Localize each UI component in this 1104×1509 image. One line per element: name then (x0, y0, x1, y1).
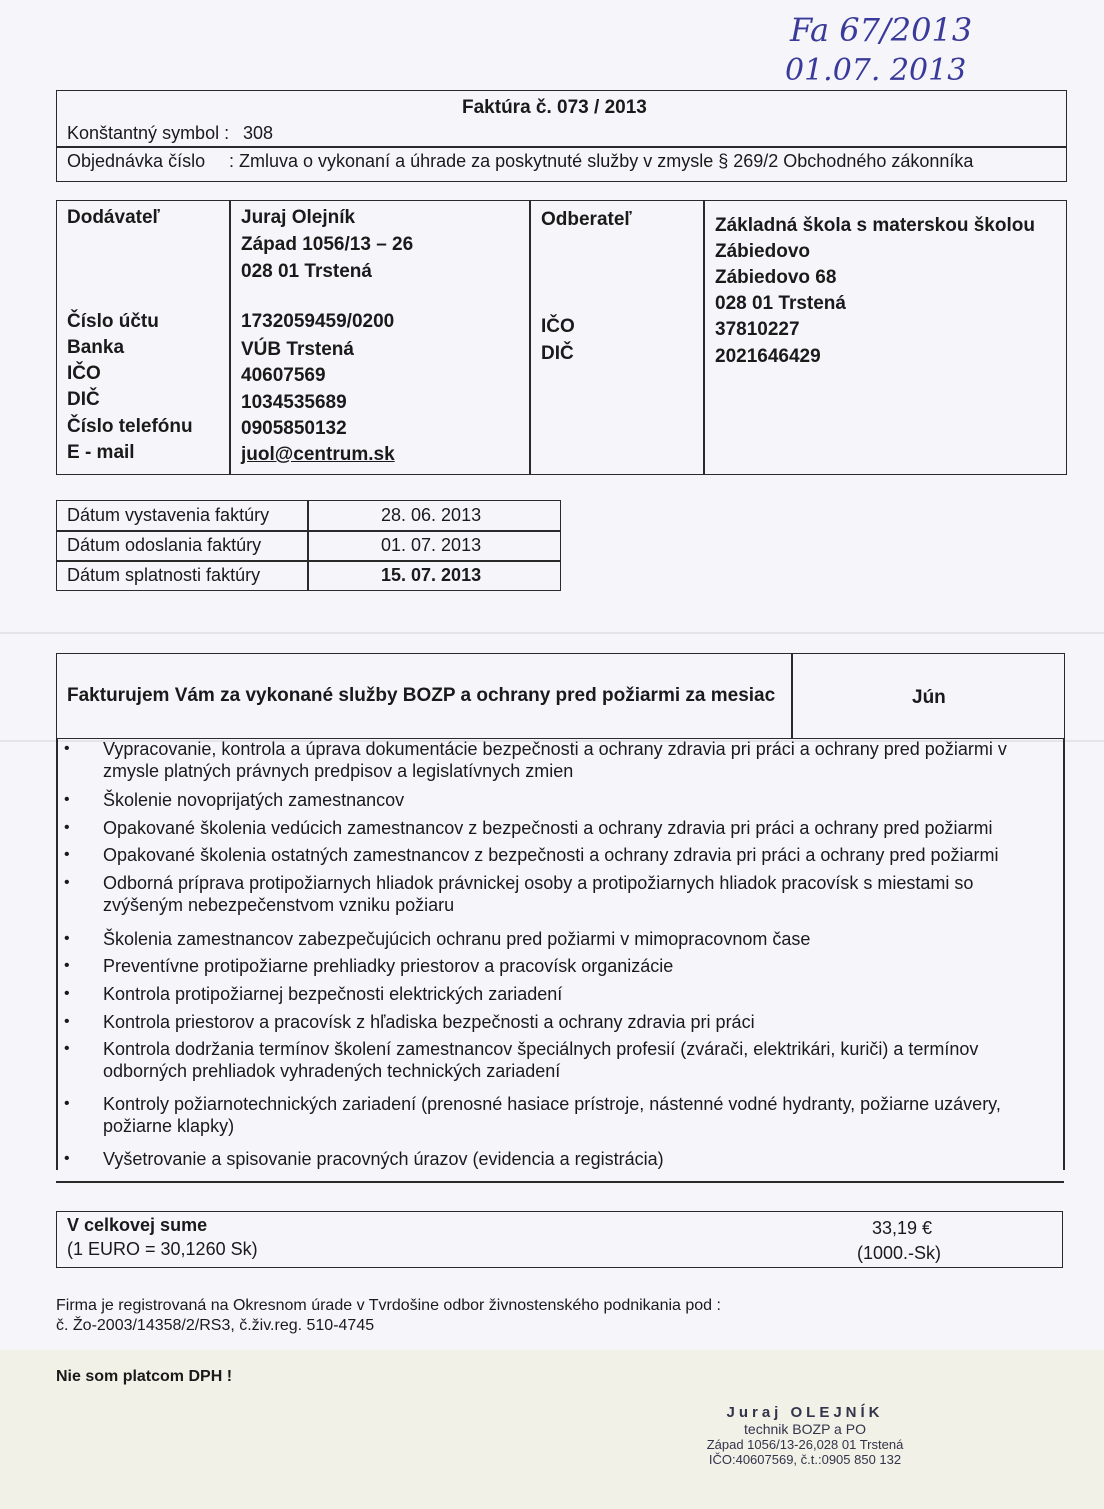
sent-date-value: 01. 07. 2013 (381, 535, 482, 555)
order-value: : Zmluva o vykonaní a úhrade za poskytnuté služby v zmysle § 269/2 Obchodného zákonníka (229, 151, 974, 171)
registration-line2: č. Žo-2003/14358/2/RS3, č.živ.reg. 510-4745 (56, 1317, 375, 1334)
services-bottom-border (56, 1181, 1064, 1183)
service-item: Vypracovanie, kontrola a úprava dokumentácie bezpečnosti a ochrany zdravia pri práci a ochrany pred požiarmi v zmysle platných právnych predpisov a legislatívnych zmien (103, 739, 1007, 781)
supplier-dic-label: DIČ (67, 389, 100, 410)
bullet-icon: • (64, 1150, 70, 1167)
supplier-ico-value: 40607569 (241, 365, 326, 386)
bullet-icon: • (64, 957, 70, 974)
customer-city: 028 01 Trstená (715, 293, 846, 314)
issue-date-value: 28. 06. 2013 (381, 505, 482, 525)
stamp-ids: IČO:40607569, č.t.:0905 850 132 (708, 1452, 902, 1467)
bullet-icon: • (64, 846, 70, 863)
supplier-phone-value: 0905850132 (241, 418, 347, 439)
customer-ico-label: IČO (541, 316, 575, 337)
registration-line1: Firma je registrovaná na Okresnom úrade v Tvrdošine odbor živnostenského podnikania pod : (56, 1297, 721, 1314)
total-label: V celkovej sume (67, 1215, 208, 1235)
supplier-phone-label: Číslo telefónu (67, 416, 193, 437)
bullet-icon: • (64, 874, 70, 891)
customer-street: Zábiedovo 68 (715, 267, 837, 288)
divider (791, 654, 793, 738)
service-item: Kontrola priestorov a pracovísk z hľadiska bezpečnosti a ochrany zdravia pri práci (103, 1012, 755, 1032)
service-item: Kontrola protipožiarnej bezpečnosti elektrických zariadení (103, 984, 563, 1004)
supplier-city: 028 01 Trstená (241, 261, 372, 282)
bullet-icon: • (64, 740, 70, 757)
supplier-street: Západ 1056/13 – 26 (241, 234, 414, 255)
stamp-name: Juraj OLEJNÍK (726, 1404, 884, 1421)
issue-date-label: Dátum vystavenia faktúry (67, 505, 270, 525)
service-item: Kontroly požiarnotechnických zariadení (prenosné hasiace prístroje, nástenné vodné hydranty, požiarne uzávery, požiarne klapky) (103, 1094, 1001, 1136)
supplier-bank-value: VÚB Trstená (241, 339, 354, 360)
stamp-address: Západ 1056/13-26,028 01 Trstená (706, 1437, 904, 1452)
services-right-border (1063, 738, 1065, 1170)
services-heading: Fakturujem Vám za vykonané služby BOZP a ochrany pred požiarmi za mesiac (67, 685, 776, 706)
service-item: Školenie novoprijatých zamestnancov (103, 790, 405, 810)
handwritten-invoice-ref: Fa 67/2013 (790, 11, 973, 49)
bullet-icon: • (64, 819, 70, 836)
total-amount-eur: 33,19 € (872, 1218, 933, 1238)
bullet-icon: • (64, 791, 70, 808)
order-label: Objednávka číslo (67, 151, 206, 171)
exchange-rate: (1 EURO = 30,1260 Sk) (67, 1239, 258, 1259)
divider (703, 201, 705, 474)
handwritten-date: 01.07. 2013 (785, 53, 967, 88)
supplier-ico-label: IČO (67, 363, 101, 384)
due-date-label: Dátum splatnosti faktúry (67, 565, 261, 585)
supplier-label: Dodávateľ (67, 207, 160, 228)
bullet-icon: • (64, 930, 70, 947)
paper-fold (0, 632, 1104, 634)
customer-ico-value: 37810227 (715, 319, 800, 340)
service-item: Vyšetrovanie a spisovanie pracovných úrazov (evidencia a registrácia) (103, 1149, 664, 1169)
constant-symbol-label: Konštantný symbol : (67, 123, 230, 143)
service-item: Opakované školenia vedúcich zamestnancov z bezpečnosti a ochrany zdravia pri práci a ochrany pred požiarmi (103, 818, 993, 838)
vat-note: Nie som platcom DPH ! (56, 1368, 233, 1385)
customer-dic-label: DIČ (541, 343, 574, 364)
divider (229, 201, 231, 474)
customer-name-line2: Zábiedovo (715, 241, 811, 262)
supplier-name: Juraj Olejník (241, 207, 356, 228)
constant-symbol-value: 308 (243, 123, 274, 143)
services-heading-box (56, 653, 1065, 739)
service-item: Opakované školenia ostatných zamestnancov z bezpečnosti a ochrany zdravia pri práci a ochrany pred požiarmi (103, 845, 999, 865)
bullet-icon: • (64, 1013, 70, 1030)
supplier-dic-value: 1034535689 (241, 392, 347, 413)
service-item: Školenia zamestnancov zabezpečujúcich ochranu pred požiarmi v mimopracovnom čase (103, 929, 811, 949)
company-stamp (680, 1404, 930, 1467)
bullet-icon: • (64, 985, 70, 1002)
divider (529, 201, 531, 474)
supplier-email-link[interactable]: juol@centrum.sk (241, 444, 395, 465)
total-box (56, 1211, 1063, 1268)
supplier-account-value: 1732059459/0200 (241, 311, 395, 332)
supplier-email-label: E - mail (67, 442, 135, 463)
services-month: Jún (912, 687, 946, 708)
supplier-bank-label: Banka (67, 337, 125, 358)
bullet-icon: • (64, 1095, 70, 1112)
invoice-header-box (56, 90, 1067, 182)
service-item: Preventívne protipožiarne prehliadky priestorov a pracovísk organizácie (103, 956, 674, 976)
due-date-value: 15. 07. 2013 (381, 565, 482, 585)
services-left-border (56, 738, 58, 1170)
supplier-account-label: Číslo účtu (67, 311, 159, 332)
invoice-title: Faktúra č. 073 / 2013 (462, 97, 647, 118)
dates-table (56, 500, 561, 591)
stamp-role: technik BOZP a PO (744, 1421, 866, 1437)
divider (57, 530, 560, 532)
total-amount-sk: (1000.-Sk) (857, 1243, 942, 1263)
sent-date-label: Dátum odoslania faktúry (67, 535, 262, 555)
customer-label: Odberateľ (541, 209, 632, 230)
bullet-icon: • (64, 1040, 70, 1057)
customer-name-line1: Základná škola s materskou školou (715, 215, 1035, 236)
customer-dic-value: 2021646429 (715, 346, 821, 367)
header-divider (57, 146, 1066, 148)
service-item: Odborná príprava protipožiarnych hliadok právnickej osoby a protipožiarnych hliadok pracovísk s miestami so zvýšeným nebezpečenstvom vzniku požiaru (103, 873, 974, 915)
service-item: Kontrola dodržania termínov školení zamestnancov špeciálnych profesií (zvárači, elektrikári, kuriči) a termínov odborných prehliadok vyhradených technických zariadení (103, 1039, 979, 1081)
divider (307, 501, 309, 590)
divider (57, 560, 560, 562)
parties-box (56, 200, 1067, 475)
